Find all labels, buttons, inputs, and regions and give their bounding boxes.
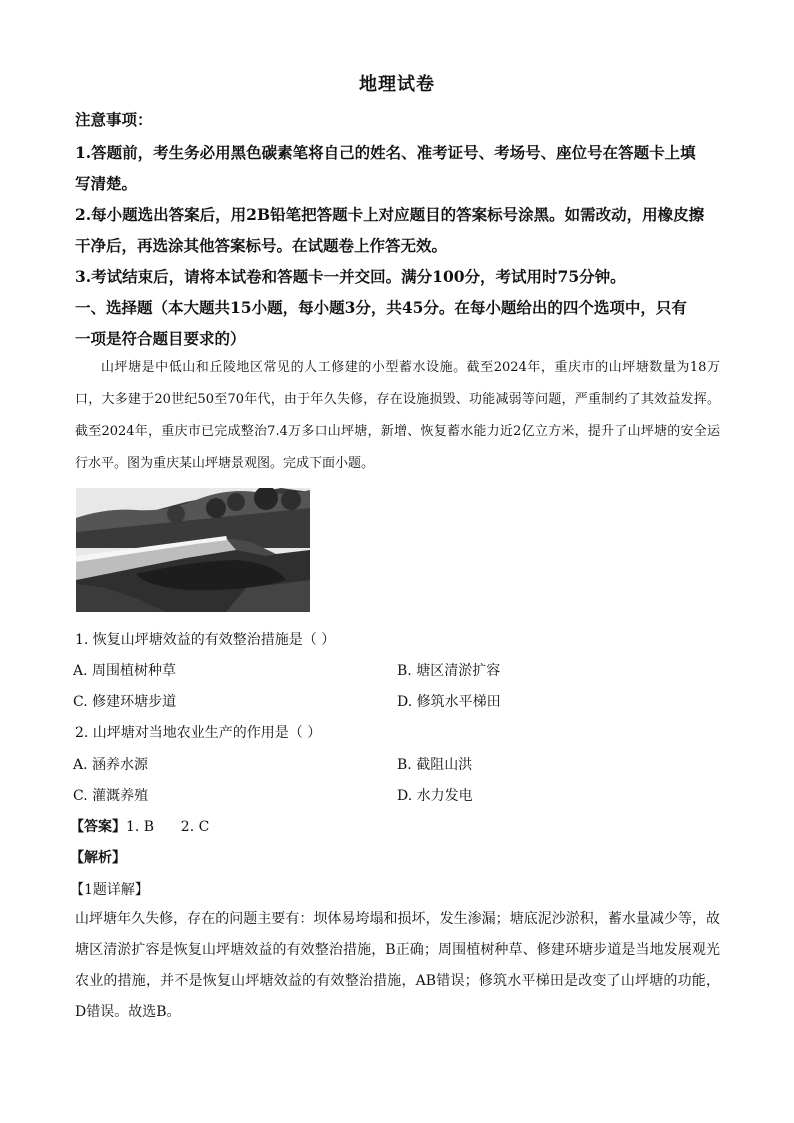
section-heading-line-2: 一项是符合题目要求的） (75, 329, 246, 348)
page-title: 地理试卷 (359, 74, 435, 95)
section-heading-line-1: 一、选择题（本大题共15小题，每小题3分，共45分。在每小题给出的四个选项中，只有 (75, 298, 687, 317)
question-2-stem: 2. 山坪塘对当地农业生产的作用是（ ） (75, 725, 322, 741)
pond-photo (76, 488, 310, 612)
answer-text: 1. B 2. C (126, 819, 210, 835)
question-1-stem: 1. 恢复山坪塘效益的有效整治措施是（ ） (75, 632, 336, 648)
question-1-option-a[interactable]: A. 周围植树种草 (73, 663, 177, 679)
question-2-option-a[interactable]: A. 涵养水源 (73, 757, 149, 773)
notice-item-3: 3.考试结束后，请将本试卷和答题卡一并交回。满分100分，考试用时75分钟。 (75, 267, 626, 286)
notice-heading: 注意事项： (75, 110, 153, 129)
question-2-option-c[interactable]: C. 灌溉养殖 (73, 788, 149, 804)
question-1-option-c[interactable]: C. 修建环塘步道 (73, 694, 177, 710)
notice-item-2-line-2: 干净后，再选涂其他答案标号。在试题卷上作答无效。 (75, 236, 448, 255)
explanation-text: 山坪塘年久失修，存在的问题主要有：坝体易垮塌和损坏，发生渗漏；塘底泥沙淤积，蓄水量减少等，故塘区清淤扩容是恢复山坪塘效益的有效整治措施，B正确；周围植树种草、修建环塘步道是当地发展观光农业的措施，并不是恢复山坪塘效益的有效整治措施，AB错误；修筑水平梯田是改变了山坪塘的功能，D错误。故选B。 (75, 911, 720, 1020)
reading-passage: 山坪塘是中低山和丘陵地区常见的人工修建的小型蓄水设施。截至2024年，重庆市的山坪塘数量为18万口，大多建于20世纪50至70年代，由于年久失修，存在设施损毁、功能减弱等问题，严重制约了其效益发挥。截至2024年，重庆市已完成整治7.4万多口山坪塘，新增、恢复蓄水能力近2亿立方米，提升了山坪塘的安全运行水平。图为重庆某山坪塘景观图。完成下面小题。 (75, 360, 720, 471)
question-1-option-d[interactable]: D. 修筑水平梯田 (397, 694, 501, 710)
question-1-option-b[interactable]: B. 塘区清淤扩容 (397, 663, 501, 679)
answer-label: 【答案】 (70, 819, 126, 835)
notice-item-1-line-1: 1.答题前，考生务必用黑色碳素笔将自己的姓名、准考证号、考场号、座位号在答题卡上填 (75, 143, 696, 162)
analysis-label: 【解析】 (70, 850, 126, 866)
question-2-option-b[interactable]: B. 截阻山洪 (397, 757, 473, 773)
notice-item-1-line-2: 写清楚。 (75, 174, 138, 193)
notice-item-2-line-1: 2.每小题选出答案后，用2B铅笔把答题卡上对应题目的答案标号涂黑。如需改动，用橡皮擦 (75, 205, 705, 224)
detail-label: 【1题详解】 (70, 882, 149, 898)
answer-line (70, 816, 209, 836)
question-2-option-d[interactable]: D. 水力发电 (397, 788, 473, 804)
